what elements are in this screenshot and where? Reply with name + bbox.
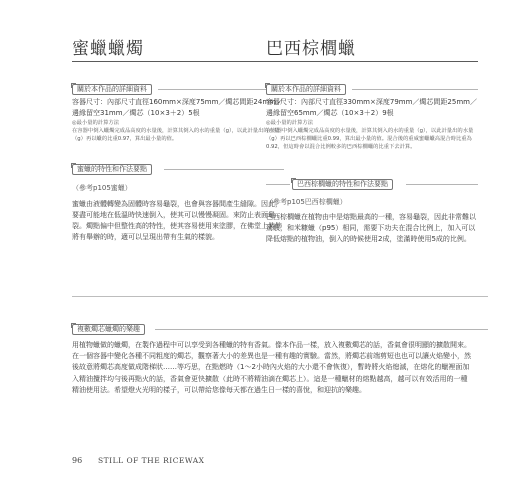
section-divider [72,296,488,297]
bottom-body-text [72,340,472,396]
right-traits-text: 巴西棕櫚蠟在植物由中是熔點最高的一種，容易龜裂，因此非常難以駕馭，和米糠蠟（p95）相同，需要下功夫在混合比例上，加入可以降低熔點的植物油，倒入的時候使用2成，塗滿時使用5成的比例。 [266,213,476,243]
right-traits-tag: 巴西棕櫚蠟的特性和作法要點 [292,179,393,190]
right-details-tag-line [352,89,478,90]
left-details-text: 容器尺寸：內部尺寸直徑160mm×深度75mm／燭芯間距24mm／邊緣留空31mm／燭芯（10×3＋2）5根 [72,98,283,117]
left-column [72,0,284,290]
running-title: STILL OF THE RICEWAX [98,456,205,465]
right-details-tag: 關於本作品的詳細資料 [266,84,346,95]
bottom-section-tag: 複數燭芯蠟燭的樂趣 [72,324,145,335]
right-title-rule [266,61,478,62]
left-calc-heading: ◎最小量的計算方法 [72,120,119,126]
right-title: 巴西棕櫚蠟 [266,39,356,59]
left-reference-note: （參考p105蜜蠟） [72,184,132,192]
left-title: 蜜蠟蠟燭 [72,39,144,59]
left-traits-tag: 蜜蠟的特性和作法要點 [72,164,152,175]
right-reference-note: （參考p105巴西棕櫚蠟） [266,198,347,206]
right-column [266,0,478,290]
right-calc-text: 在容器中倒入蠟燭完成品高度的水量後，計算其倒入的水的重量（g），以此計量出的水量（g）再以巴西棕櫚蠟比重0.99，算出最小量的值。混合後的重威蜜蠟蠟高混合時比重為0.92，但這時會以混合比例較多的巴西棕櫚蠟的比重下去計算。 [266,128,474,150]
left-title-rule [72,61,284,62]
left-calc-text: 在容器中倒入蠟燭完成品高度的水量後，計算其倒入的水的重量（g），以此計量出的水量（g）再以蠟的比重0.97，算出最小量的值。 [72,128,280,142]
left-traits-text: 蜜蠟由液體轉變為固體時容易龜裂，也會與容器間產生縫隙。因此，要盡可能地在低溫時快速倒入，使其可以慢慢凝固。來防止表面龜裂。燭點偏中但整性高的特性，使其容易使用來塗膠，在佛堂上裝飾將有舉辦的時，適可以呈現出帶有生氣的樣貌。 [72,200,282,241]
right-details-text: 容器尺寸：內部尺寸直徑330mm×深度79mm／燭芯間距25mm／邊緣留空65mm／燭芯（10×3＋2）9根 [266,98,477,117]
page-number: 96 [72,456,83,465]
right-calc-heading: ◎最小量的計算方法 [266,120,313,126]
right-traits-tag-line-right [406,184,478,185]
left-details-tag: 關於本作品的詳細資料 [72,84,152,95]
bottom-section-tag-line [155,329,488,330]
bottom-paragraph: 用植物蠟做的蠟燭，在製作過程中可以享受到各種蠟的特有香氣。像本作品一樣，放入複數燭芯的話，香氣會很明顯的擴散開來。在一個容器中變化各種不同粗度的燭芯，觀察著大小的差異也是一種有趣的實驗。當然，將燭芯前端剪短也也可以讓火焰變小，然後故意將燭芯高度做成階梯狀……等巧思，在點燃時（1～2小時內火焰的大小還不會恢復），暫時將火焰熄滅，在熔化的蠟裡面加入精油攪拌均勻後再點火的話，香氣會更快擴散（此時不將精油滴在燭芯上）。這是一種蠟材的熔點越高，越可以有效活用的一種精油使用法。希望燈火光明的樣子，可以帶給您像每天都在過生日一樣的喜悅，和迎抗的樂趣。 [72,341,471,394]
right-traits-tag-line-left [266,184,290,185]
